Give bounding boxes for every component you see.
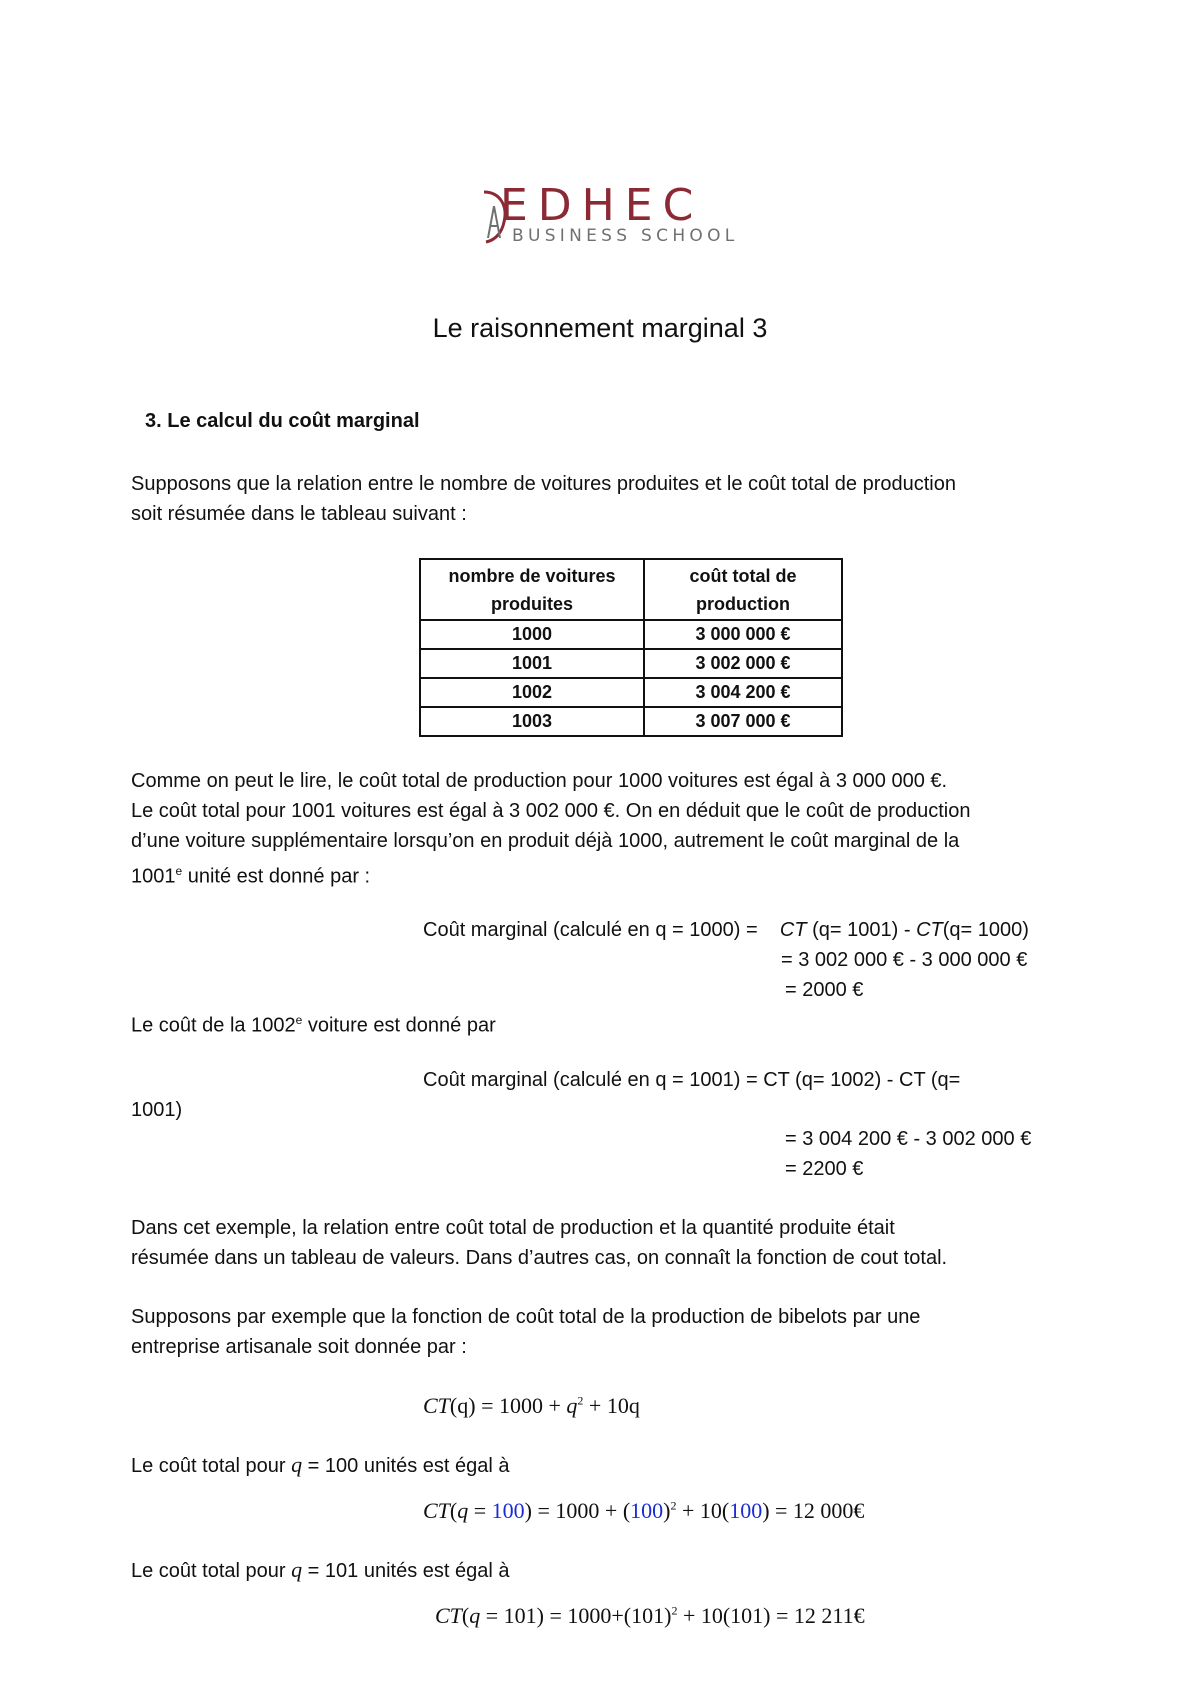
logo-subtitle: BUSINESS SCHOOL [512, 226, 739, 246]
column-header-cost: coût total de production [644, 559, 842, 620]
cell-cost: 3 007 000 € [644, 707, 842, 736]
cost-table [419, 558, 843, 737]
cell-cost: 3 000 000 € [644, 620, 842, 649]
cell-quantity: 1003 [420, 707, 644, 736]
cost-at-101-formula: $CT(q = 101) = 1000+(101)^2 + 10(101) = 12$ 211€ [435, 1603, 865, 1628]
calc2-wrap: 1001) [131, 1099, 183, 1121]
calc1-line-3: = 2000 € [785, 979, 864, 1001]
column-header-quantity: nombre de voitures produites [420, 559, 644, 620]
intro-line-1: Supposons que la relation entre le nombre de voitures produites et le coût total de production [131, 473, 956, 495]
para5-line-1: Supposons par exemple que la fonction de coût total de la production de bibelots par une [131, 1306, 921, 1328]
cell-quantity: 1001 [420, 649, 644, 678]
para2-line-3: d’une voiture supplémentaire lorsqu’on en produit déjà 1000, autrement le coût marginal de la [131, 830, 960, 852]
cell-quantity: 1000 [420, 620, 644, 649]
para6: Le coût total pour q = 100 unités est égal à [131, 1452, 510, 1477]
cost-at-100-formula: $CT(q = 100) = 1000 + (100)^2 + 10(100) = 12$ 000€ [423, 1498, 865, 1523]
table-row [420, 707, 842, 736]
table-row [420, 678, 842, 707]
para2-line-2: Le coût total pour 1001 voitures est égal à 3 002 000 €. On en déduit que le coût de production [131, 800, 971, 822]
para2-line-4: 1001e unité est donné par : [131, 864, 371, 888]
edhec-logo [478, 180, 739, 248]
para5-line-2: entreprise artisanale soit donnée par : [131, 1336, 467, 1358]
table-row [420, 620, 842, 649]
intro-line-2: soit résumée dans le tableau suivant : [131, 503, 467, 525]
cost-function-formula: $CT(q) = 1000 + q^2 + 10q$ [423, 1393, 640, 1418]
para7: Le coût total pour q = 101 unités est égal à [131, 1557, 510, 1582]
para4-line-1: Dans cet exemple, la relation entre coût total de production et la quantité produite était [131, 1217, 895, 1239]
cell-cost: 3 002 000 € [644, 649, 842, 678]
calc2-line-3: = 2200 € [785, 1158, 864, 1180]
para4-line-2: résumée dans un tableau de valeurs. Dans d’autres cas, on connaît la fonction de cout total. [131, 1247, 948, 1269]
para2-line-1: Comme on peut le lire, le coût total de production pour 1000 voitures est égal à 3 000 000 €. [131, 770, 948, 792]
logo-wordmark: EDHEC [500, 180, 704, 231]
calc1-line-2: = 3 002 000 € - 3 000 000 € [781, 949, 1028, 971]
calc1-line-1: Coût marginal (calculé en q = 1000) = CT (q= 1001) - CT(q= 1000) [423, 919, 1029, 941]
cell-cost: 3 004 200 € [644, 678, 842, 707]
cell-quantity: 1002 [420, 678, 644, 707]
table-row [420, 649, 842, 678]
calc2-line-2: = 3 004 200 € - 3 002 000 € [785, 1128, 1032, 1150]
section-heading: 3. Le calcul du coût marginal [145, 410, 420, 432]
calc2-line-1: Coût marginal (calculé en q = 1001) = CT (q= 1002) - CT (q= [423, 1069, 961, 1091]
para3: Le coût de la 1002e voiture est donné par [131, 1013, 496, 1037]
table-header-row [420, 559, 842, 620]
page-title: Le raisonnement marginal 3 [432, 313, 768, 343]
